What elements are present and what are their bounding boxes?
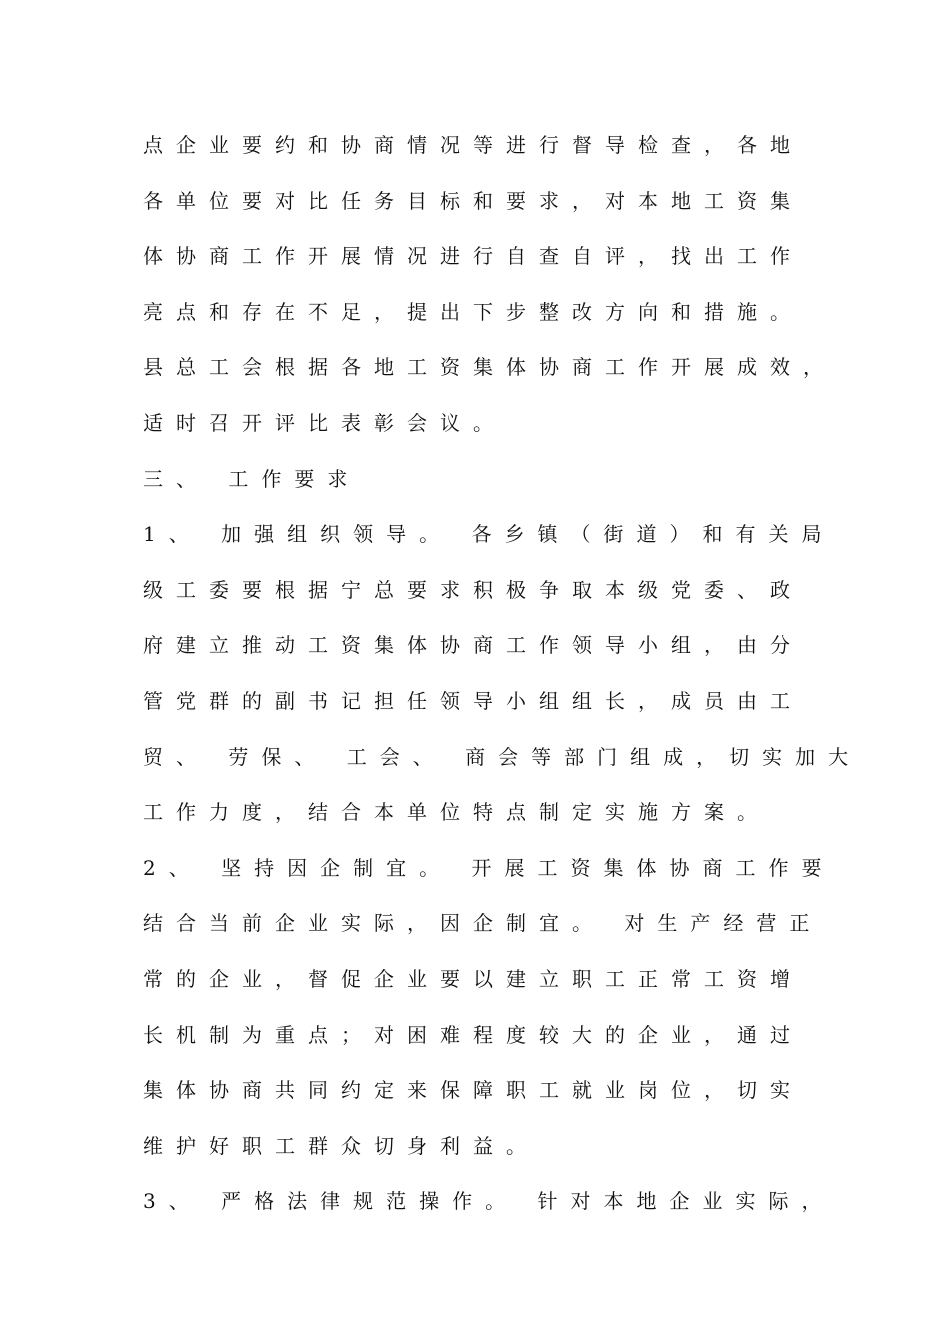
text-line: 管党群的副书记担任领导小组组长，成员由工	[143, 688, 803, 713]
text-line: 3、 严格法律规范操作。 针对本地企业实际，	[143, 1189, 835, 1214]
text-line: 2、 坚持因企制宜。 开展工资集体协商工作要	[143, 855, 835, 880]
text-line: 府建立推动工资集体协商工作领导小组，由分	[143, 633, 803, 658]
text-line: 适时召开评比表彰会议。	[143, 410, 506, 435]
text-line: 贸、 劳保、 工会、 商会等部门组成，切实加大	[143, 744, 862, 769]
text-line: 结合当前企业实际，因企制宜。 对生产经营正	[143, 911, 823, 936]
body-text	[143, 127, 923, 1239]
text-line: 体协商工作开展情况进行自查自评，找出工作	[143, 244, 803, 269]
text-line: 1、 加强组织领导。 各乡镇（街道）和有关局	[143, 522, 835, 547]
text-line: 长机制为重点；对困难程度较大的企业，通过	[143, 1022, 803, 1047]
text-line: 各单位要对比任务目标和要求，对本地工资集	[143, 188, 803, 213]
text-line: 工作力度，结合本单位特点制定实施方案。	[143, 800, 770, 825]
text-line: 县总工会根据各地工资集体协商工作开展成效，	[143, 355, 836, 380]
text-line: 集体协商共同约定来保障职工就业岗位，切实	[143, 1078, 803, 1103]
text-line: 维护好职工群众切身利益。	[143, 1133, 539, 1158]
text-line: 点企业要约和协商情况等进行督导检查，各地	[143, 133, 803, 157]
section-heading: 三、 工作要求	[143, 466, 361, 491]
text-line: 亮点和存在不足，提出下步整改方向和措施。	[143, 299, 803, 324]
text-line: 级工委要根据宁总要求积极争取本级党委、政	[143, 577, 803, 602]
text-line: 常的企业，督促企业要以建立职工正常工资增	[143, 966, 803, 991]
